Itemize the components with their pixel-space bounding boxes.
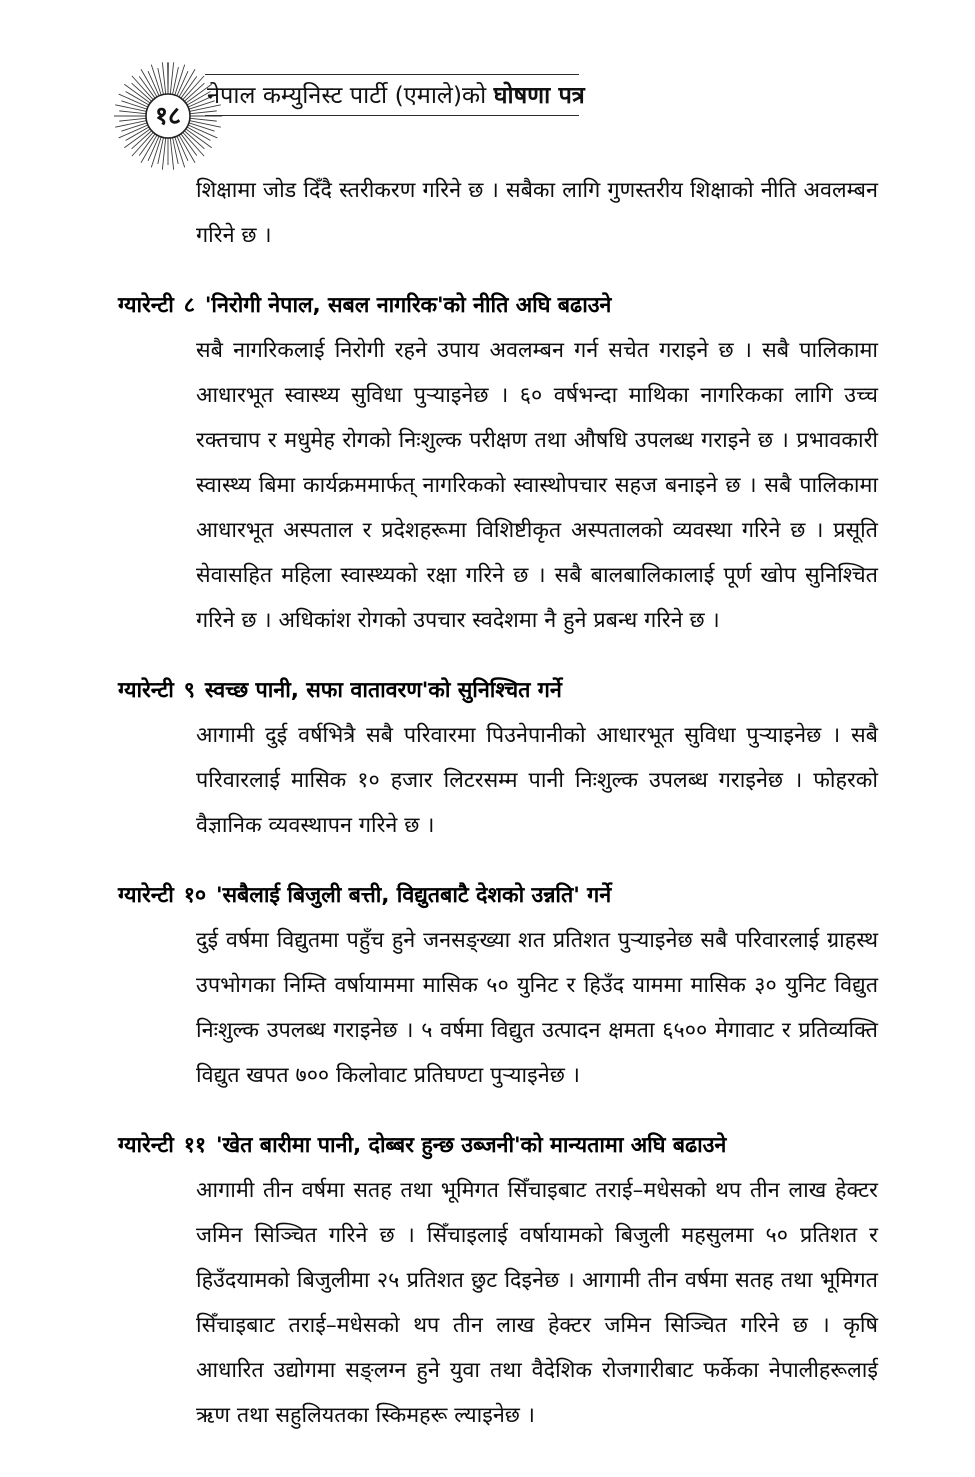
guarantee-body-10: दुई वर्षमा विद्युतमा पहुँच हुने जनसङ्ख्या शत प्रतिशत पुऱ्याइनेछ सबै परिवारलाई ग्राहस्थ उपभोगका निम्ति वर्षायाममा मासिक ५० युनिट र हिउँद याममा मासिक ३० युनिट विद्युत निःशुल्क उपलब्ध गराइनेछ । ५ वर्षमा विद्युत उत्पादन क्षमता ६५०० मेगावाट र प्रतिव्यक्ति विद्युत खपत ७०० किलोवाट प्रतिघण्टा पुऱ्याइनेछ । — [196, 928, 878, 1088]
guarantee-heading-9 — [118, 671, 878, 711]
guarantee-body-11: आगामी तीन वर्षमा सतह तथा भूमिगत सिँचाइबाट तराई–मधेसको थप तीन लाख हेक्टर जमिन सिञ्चित गरिने छ । सिँचाइलाई वर्षायामको बिजुली महसुलमा ५० प्रतिशत र हिउँदयामको बिजुलीमा २५ प्रतिशत छुट दिइनेछ । आगामी तीन वर्षमा सतह तथा भूमिगत सिँचाइबाट तराई–मधेसको थप तीन लाख हेक्टर जमिन सिञ्चित गरिने छ । कृषि आधारित उद्योगमा सङ्लग्न हुने युवा तथा वैदेशिक रोजगारीबाट फर्केका नेपालीहरूलाई ऋण तथा सहुलियतका स्किमहरू ल्याइनेछ । — [196, 1178, 878, 1428]
guarantee-heading-8 — [118, 286, 878, 326]
guarantee-heading-11 — [118, 1126, 878, 1166]
guarantee-number-8: ८ — [183, 293, 195, 318]
header-rule-bottom — [205, 115, 579, 116]
guarantee-title-8: 'निरोगी नेपाल, सबल नागरिक'को नीति अघि बढाउने — [204, 293, 612, 318]
guarantee-label-10: ग्यारेन्टी — [118, 883, 174, 908]
guarantee-number-11: ११ — [183, 1133, 207, 1158]
guarantee-label-11: ग्यारेन्टी — [118, 1133, 174, 1158]
guarantee-title-10: 'सबैलाई बिजुली बत्ती, विद्युतबाटै देशको उन्नति' गर्ने — [216, 883, 612, 908]
guarantee-number-9: ९ — [183, 678, 195, 703]
guarantee-title-9: स्वच्छ पानी, सफा वातावरण'को सुनिश्चित गर्ने — [204, 678, 562, 703]
header-title — [205, 75, 585, 115]
page-number: १८ — [154, 101, 181, 130]
guarantee-label-9: ग्यारेन्टी — [118, 678, 174, 703]
guarantee-title-11: 'खेत बारीमा पानी, दोब्बर हुन्छ उब्जनी'को मान्यतामा अघि बढाउने — [216, 1133, 727, 1158]
header-title-bold: घोषणा पत्र — [493, 81, 585, 109]
page-content — [118, 168, 878, 1438]
guarantee-heading-10 — [118, 876, 878, 916]
header-title-block — [205, 74, 585, 116]
guarantee-body-9: आगामी दुई वर्षभित्रै सबै परिवारमा पिउनेपानीको आधारभूत सुविधा पुऱ्याइनेछ । सबै परिवारलाई मासिक १० हजार लिटरसम्म पानी निःशुल्क उपलब्ध गराइनेछ । फोहरको वैज्ञानिक व्यवस्थापन गरिने छ । — [196, 723, 878, 838]
guarantee-label-8: ग्यारेन्टी — [118, 293, 174, 318]
guarantee-section-8 — [118, 286, 878, 643]
guarantee-section-10 — [118, 876, 878, 1098]
guarantee-body-8: सबै नागरिकलाई निरोगी रहने उपाय अवलम्बन गर्न सचेत गराइने छ । सबै पालिकामा आधारभूत स्वास्थ्य सुविधा पुऱ्याइनेछ । ६० वर्षभन्दा माथिका नागरिकका लागि उच्च रक्तचाप र मधुमेह रोगको निःशुल्क परीक्षण तथा औषधि उपलब्ध गराइने छ । प्रभावकारी स्वास्थ्य बिमा कार्यक्रममार्फत् नागरिकको स्वास्थोपचार सहज बनाइने छ । सबै पालिकामा आधारभूत अस्पताल र प्रदेशहरूमा विशिष्टीकृत अस्पतालको व्यवस्था गरिने छ । प्रसूति सेवासहित महिला स्वास्थ्यको रक्षा गरिने छ । सबै बालबालिकालाई पूर्ण खोप सुनिश्चित गरिने छ । अधिकांश रोगको उपचार स्वदेशमा नै हुने प्रबन्ध गरिने छ । — [196, 338, 878, 633]
guarantee-number-10: १० — [183, 883, 207, 908]
guarantee-section-9 — [118, 671, 878, 848]
header-title-plain: नेपाल कम्युनिस्ट पार्टी (एमाले)को — [207, 81, 494, 109]
running-header — [0, 52, 975, 170]
guarantee-section-11 — [118, 1126, 878, 1438]
lead-paragraph: शिक्षामा जोड दिँदै स्तरीकरण गरिने छ । सबैका लागि गुणस्तरीय शिक्षाको नीति अवलम्बन गरिने छ । — [196, 178, 878, 248]
